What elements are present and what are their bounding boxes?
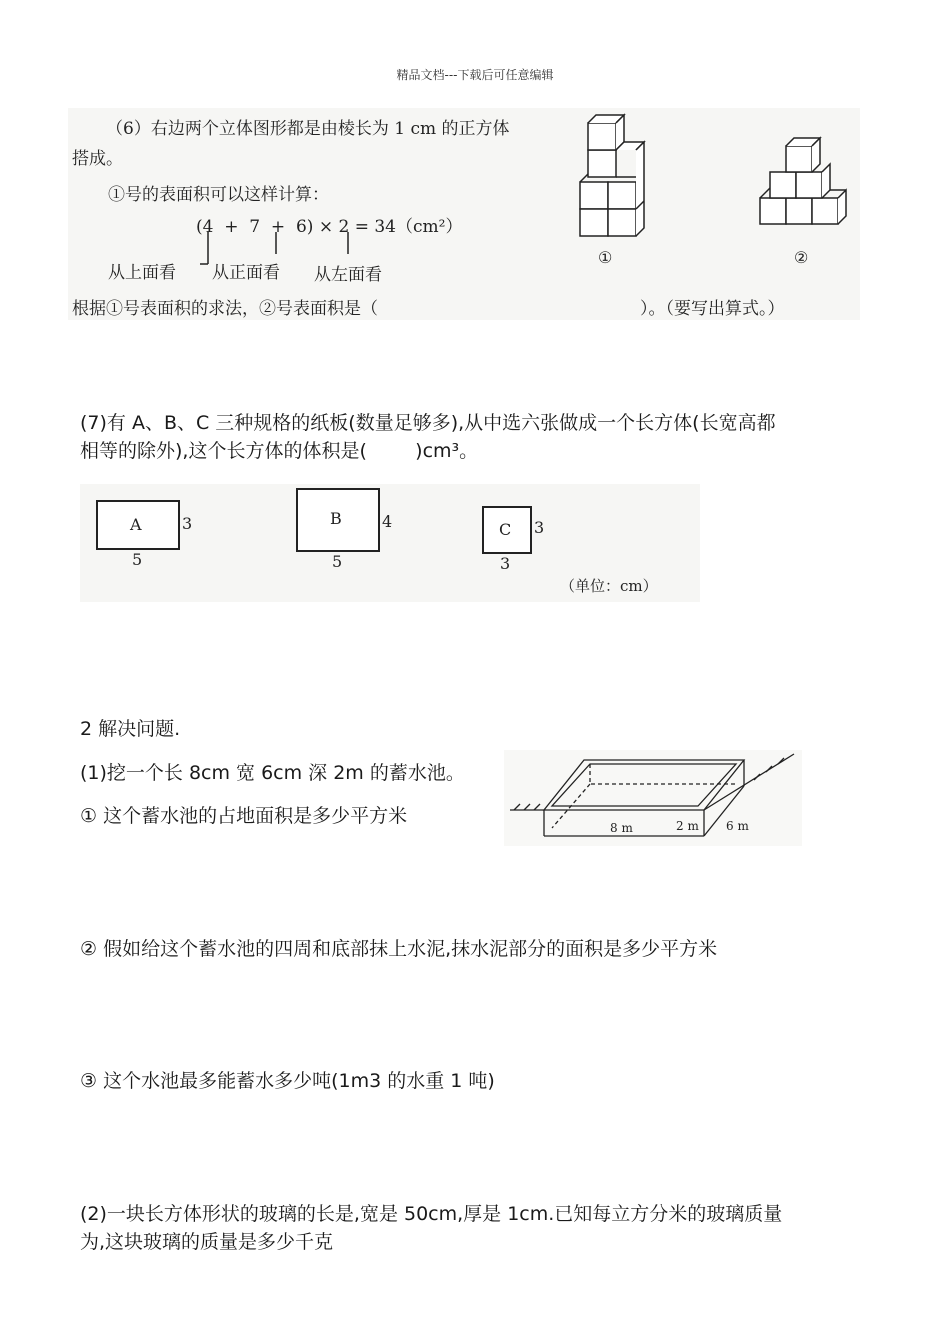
figure-2-label: ② [794, 248, 809, 267]
board-a-name: A [130, 515, 142, 534]
board-b-bottom: 5 [332, 552, 343, 571]
q6-line2: 搭成。 [72, 149, 123, 169]
board-c-bottom: 3 [500, 554, 511, 573]
label-top-view: 从上面看 [108, 263, 176, 283]
problem1-intro: (1)挖一个长 8cm 宽 6cm 深 2m 的蓄水池。 [80, 762, 465, 784]
board-c-side: 3 [534, 518, 545, 537]
unit-note: （单位：cm） [560, 577, 658, 595]
problem1-q3: ③ 这个水池最多能蓄水多少吨(1m3 的水重 1 吨) [80, 1070, 495, 1092]
q6-line1: （6）右边两个立体图形都是由棱长为 1 cm 的正方体 [106, 119, 510, 139]
q6-question-end: ）。（要写出算式。） [640, 299, 785, 319]
q6-line3: ①号的表面积可以这样计算： [108, 185, 329, 205]
cube-figure-1 [570, 110, 660, 270]
board-b-side: 4 [382, 512, 393, 531]
pool-diagram [504, 750, 802, 846]
q6-formula: (4 + 7 + 6) × 2 = 34（cm²） [196, 217, 463, 237]
q6-scan-block [68, 108, 860, 320]
cube-figure-2 [752, 130, 862, 240]
label-left-view: 从左面看 [314, 265, 382, 285]
pool-length-label: 8 m [610, 821, 633, 835]
label-front-view: 从正面看 [212, 263, 280, 283]
pool-depth-label: 2 m [676, 819, 699, 833]
section2-title: 2 解决问题. [80, 718, 181, 740]
q7-line2: 相等的除外),这个长方体的体积是( )cm³。 [80, 440, 479, 462]
problem2-line1: (2)一块长方体形状的玻璃的长是,宽是 50cm,厚是 1cm.已知每立方分米的玻璃质量 [80, 1203, 783, 1225]
q7-line1: (7)有 A、B、C 三种规格的纸板(数量足够多),从中选六张做成一个长方体(长宽高都 [80, 412, 776, 434]
board-a-bottom: 5 [132, 550, 143, 569]
problem2-line2: 为,这块玻璃的质量是多少千克 [80, 1231, 334, 1253]
q6-question: 根据①号表面积的求法，②号表面积是（ [72, 299, 378, 319]
problem1-q2: ② 假如给这个蓄水池的四周和底部抹上水泥,抹水泥部分的面积是多少平方米 [80, 938, 718, 960]
board-a-side: 3 [182, 514, 193, 533]
page-header: 精品文档---下载后可任意编辑 [396, 68, 554, 82]
problem1-q1: ① 这个蓄水池的占地面积是多少平方米 [80, 805, 408, 827]
pool-width-label: 6 m [726, 819, 749, 833]
board-b-name: B [330, 509, 342, 528]
figure-1-label: ① [598, 248, 613, 267]
board-c-name: C [499, 520, 512, 539]
